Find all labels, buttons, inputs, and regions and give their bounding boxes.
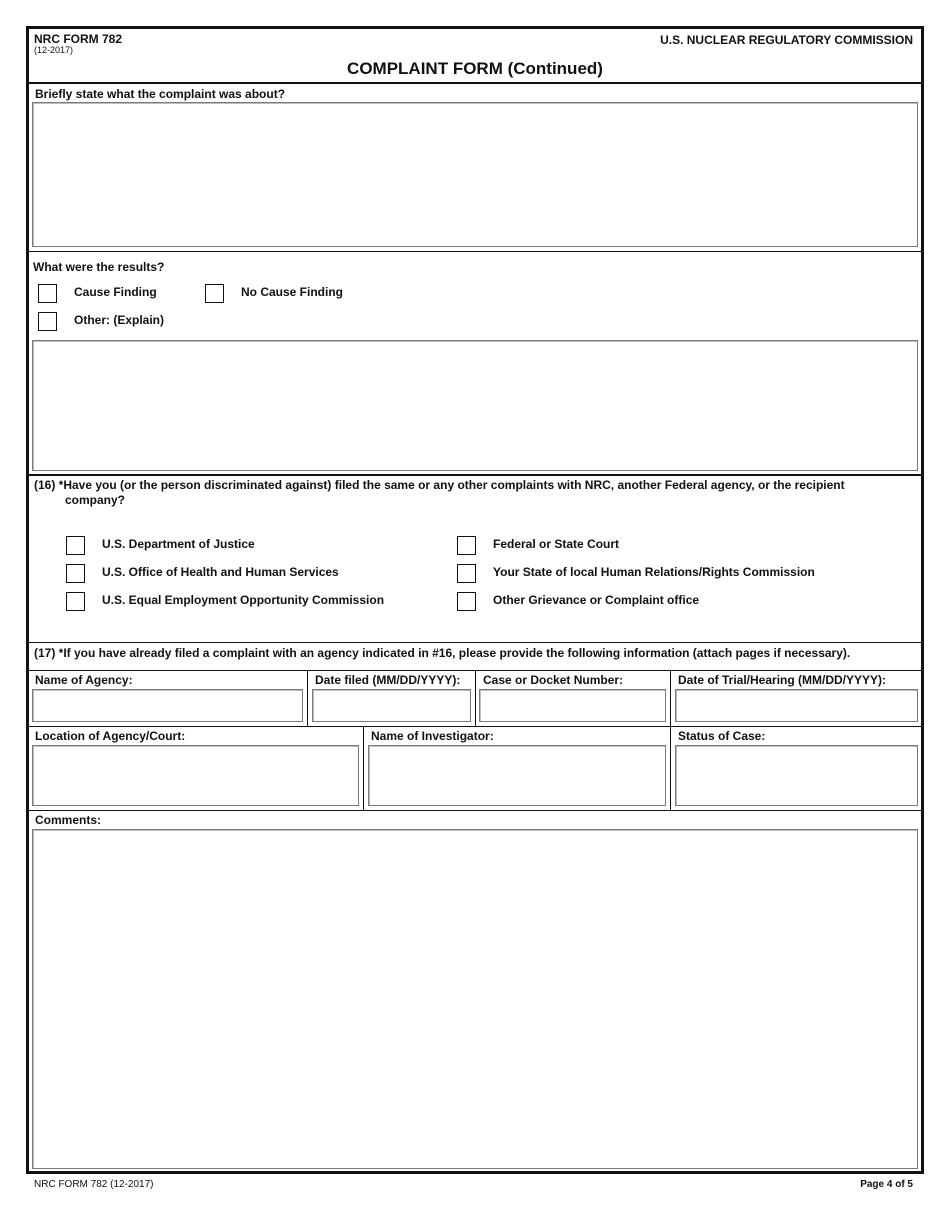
cause-finding-label: Cause Finding — [74, 285, 157, 299]
case-number-input[interactable] — [479, 689, 666, 722]
doj-checkbox[interactable] — [66, 536, 85, 555]
complaint-about-label: Briefly state what the complaint was about? — [35, 87, 286, 101]
comments-field[interactable] — [32, 829, 918, 1169]
name-of-agency-label: Name of Agency: — [35, 673, 133, 687]
investigator-field[interactable] — [368, 745, 666, 806]
trial-date-input[interactable] — [675, 689, 918, 722]
header-divider — [29, 82, 921, 84]
status-label: Status of Case: — [678, 729, 766, 743]
location-field[interactable] — [32, 745, 359, 806]
state-commission-checkbox[interactable] — [457, 564, 476, 583]
other-explain-checkbox[interactable] — [38, 312, 57, 331]
cell-divider — [363, 726, 364, 810]
trial-date-label: Date of Trial/Hearing (MM/DD/YYYY): — [678, 673, 887, 687]
hhs-label: U.S. Office of Health and Human Services — [102, 565, 339, 579]
cell-divider — [475, 670, 476, 726]
cell-divider — [670, 670, 671, 726]
results-explain-field[interactable] — [32, 340, 918, 471]
eeoc-label: U.S. Equal Employment Opportunity Commission — [102, 593, 385, 607]
other-explain-label: Other: (Explain) — [74, 313, 165, 327]
complaint-about-field[interactable] — [32, 102, 918, 247]
case-number-label: Case or Docket Number: — [483, 673, 624, 687]
no-cause-finding-checkbox[interactable] — [205, 284, 224, 303]
cell-divider — [670, 726, 671, 810]
comments-label: Comments: — [35, 813, 102, 827]
no-cause-finding-label: No Cause Finding — [241, 285, 343, 299]
date-filed-input[interactable] — [312, 689, 471, 722]
eeoc-checkbox[interactable] — [66, 592, 85, 611]
section-divider — [29, 810, 921, 811]
agency-name: U.S. NUCLEAR REGULATORY COMMISSION — [660, 33, 913, 47]
q16-label-cont: company? — [65, 493, 126, 507]
q17-label: (17) *If you have already filed a complaint with an agency indicated in #16, please provide the following information (attach pages if necessary). — [34, 646, 851, 660]
cause-finding-checkbox[interactable] — [38, 284, 57, 303]
other-grievance-checkbox[interactable] — [457, 592, 476, 611]
section-divider — [29, 642, 921, 643]
location-label: Location of Agency/Court: — [35, 729, 186, 743]
cell-divider — [307, 670, 308, 726]
other-grievance-label: Other Grievance or Complaint office — [493, 593, 700, 607]
doj-label: U.S. Department of Justice — [102, 537, 255, 551]
date-filed-label: Date filed (MM/DD/YYYY): — [315, 673, 461, 687]
page-number: Page 4 of 5 — [860, 1179, 913, 1190]
form-id: NRC FORM 782 — [34, 32, 123, 46]
q16-label: (16) *Have you (or the person discriminated against) filed the same or any other complaints with NRC, another Federal agency, or the recipient — [34, 478, 845, 492]
results-label: What were the results? — [33, 260, 165, 274]
court-checkbox[interactable] — [457, 536, 476, 555]
investigator-label: Name of Investigator: — [371, 729, 494, 743]
section-divider — [29, 474, 921, 476]
page-title: COMPLAINT FORM (Continued) — [347, 59, 603, 78]
court-label: Federal or State Court — [493, 537, 620, 551]
name-of-agency-input[interactable] — [32, 689, 303, 722]
section-divider — [29, 726, 921, 727]
footer-form-ref: NRC FORM 782 (12-2017) — [34, 1179, 154, 1190]
section-divider — [29, 251, 921, 252]
form-date: (12-2017) — [34, 45, 74, 55]
state-commission-label: Your State of local Human Relations/Rights Commission — [493, 565, 815, 579]
hhs-checkbox[interactable] — [66, 564, 85, 583]
status-field[interactable] — [675, 745, 918, 806]
